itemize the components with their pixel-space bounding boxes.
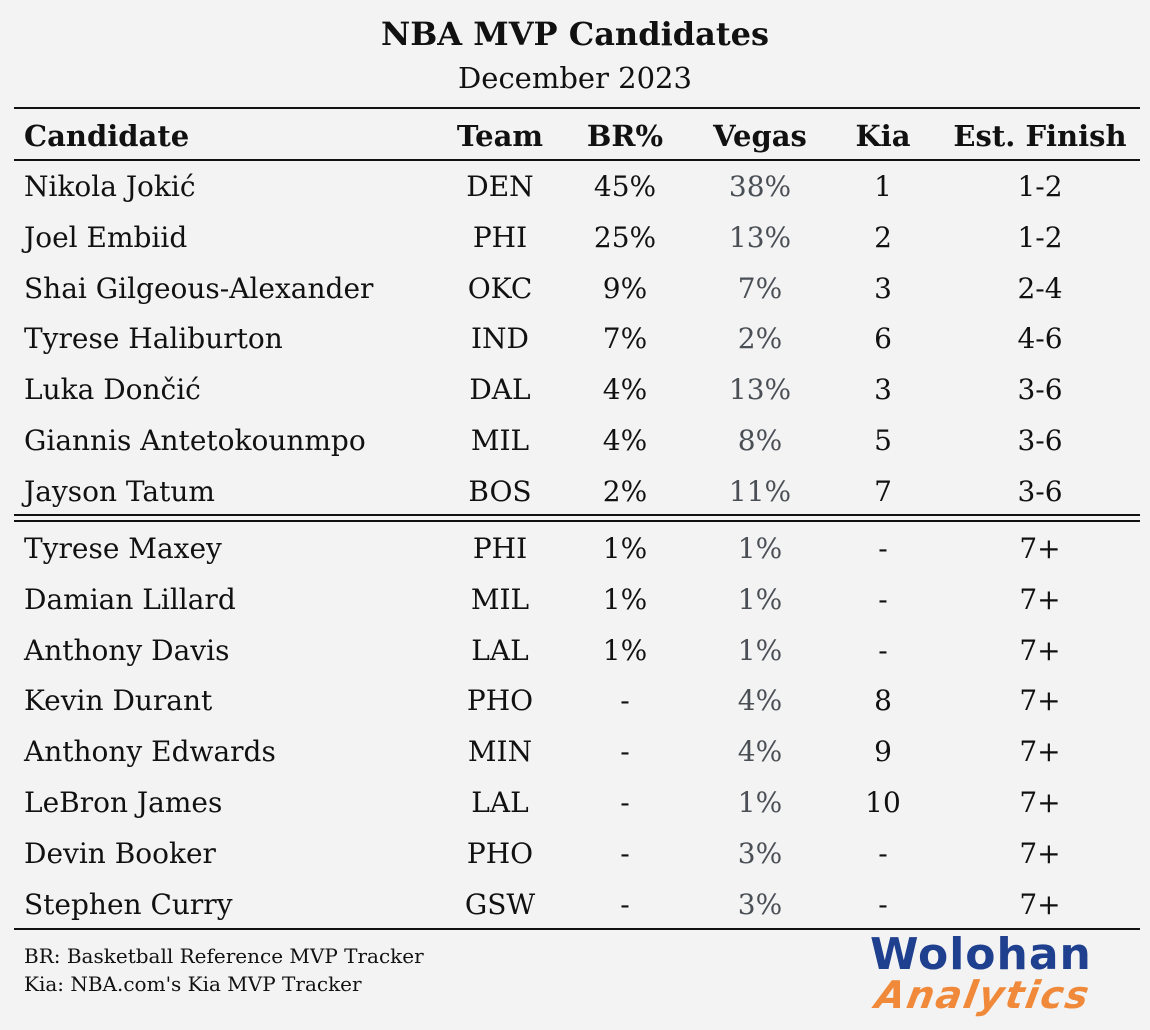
page-subtitle: December 2023 [458,61,692,95]
cell-kia: - [878,633,888,667]
table-row [0,467,1150,517]
table-row [0,314,1150,364]
cell-br-percent: 7% [602,322,648,356]
cell-br-percent: 2% [602,474,648,508]
cell-team: MIN [467,735,533,769]
cell-candidate: Jayson Tatum [24,474,215,508]
cell-candidate: Tyrese Haliburton [24,322,283,356]
table-row [0,829,1150,879]
cell-vegas: 38% [728,170,792,203]
cell-team: IND [470,322,529,356]
cell-vegas: 4% [737,684,783,718]
cell-br-percent: 25% [593,220,657,254]
cell-vegas: 7% [737,271,783,305]
cell-candidate: LeBron James [24,786,223,819]
cell-candidate: Anthony Davis [24,633,230,667]
footnote-br: BR: Basketball Reference MVP Tracker [24,944,424,968]
cell-vegas: 8% [737,424,783,457]
cell-candidate: Damian Lillard [24,582,236,616]
cell-candidate: Luka Dončić [24,373,201,407]
cell-kia: 10 [865,786,901,819]
table-row [0,213,1150,263]
cell-est-finish: 1-2 [1017,170,1063,203]
section-divider-rule-lower [14,520,1140,522]
table-header-row [0,114,1150,158]
cell-candidate: Stephen Curry [24,887,233,921]
cell-candidate: Tyrese Maxey [24,532,222,565]
cell-candidate: Giannis Antetokounmpo [24,424,366,457]
cell-team: GSW [464,887,536,921]
cell-est-finish: 7+ [1019,836,1061,870]
cell-br-percent: 4% [602,373,648,407]
cell-est-finish: 3-6 [1017,474,1063,508]
cell-vegas: 1% [737,532,783,565]
table-row [0,880,1150,930]
cell-vegas: 1% [737,633,783,667]
cell-team: LAL [471,633,529,667]
cell-kia: 2 [874,220,892,254]
cell-vegas: 11% [728,474,792,508]
table-row [0,365,1150,415]
column-header-vegas: Vegas [713,119,807,153]
cell-est-finish: 7+ [1019,887,1061,921]
cell-candidate: Anthony Edwards [24,735,276,769]
cell-kia: - [878,887,888,921]
cell-br-percent: - [620,836,630,870]
cell-team: DEN [466,170,534,203]
table-row [0,162,1150,212]
cell-team: LAL [471,786,529,819]
cell-est-finish: 4-6 [1017,322,1063,356]
cell-vegas: 2% [737,322,783,356]
cell-br-percent: 1% [602,532,648,565]
cell-candidate: Shai Gilgeous-Alexander [24,271,374,305]
cell-kia: 3 [874,271,892,305]
cell-est-finish: 7+ [1019,532,1061,565]
cell-team: PHO [466,684,534,718]
cell-team: MIL [470,582,530,616]
cell-est-finish: 1-2 [1017,220,1063,254]
cell-team: PHI [472,220,528,254]
table-row [0,676,1150,726]
cell-br-percent: 45% [593,170,657,203]
column-header-kia: Kia [855,119,911,153]
section-divider-rule-upper [14,514,1140,516]
cell-vegas: 3% [737,887,783,921]
cell-kia: 8 [874,684,892,718]
cell-est-finish: 2-4 [1017,271,1063,305]
cell-team: BOS [468,474,532,508]
cell-candidate: Devin Booker [24,836,216,870]
cell-vegas: 4% [737,735,783,769]
column-header-team: Team [456,119,544,153]
cell-br-percent: - [620,684,630,718]
table-row [0,416,1150,466]
column-header-est-finish: Est. Finish [953,119,1127,153]
cell-vegas: 1% [737,582,783,616]
cell-br-percent: 4% [602,424,648,457]
cell-kia: 5 [874,424,892,457]
column-header-candidate: Candidate [24,119,190,153]
table-row [0,727,1150,777]
table-row [0,575,1150,625]
brand-logo [866,930,1106,1026]
cell-vegas: 13% [728,220,792,254]
cell-est-finish: 7+ [1019,735,1061,769]
table-top-rule [14,107,1140,109]
logo-wordmark-bottom: Analytics [872,973,1095,1017]
cell-kia: 7 [874,474,892,508]
table-row [0,264,1150,314]
cell-br-percent: 1% [602,633,648,667]
cell-candidate: Joel Embiid [24,220,188,254]
cell-vegas: 3% [737,836,783,870]
cell-br-percent: 9% [602,271,648,305]
table-row [0,524,1150,574]
cell-vegas: 1% [737,786,783,819]
cell-team: MIL [470,424,530,457]
cell-team: DAL [469,373,531,407]
cell-est-finish: 7+ [1019,786,1061,819]
cell-br-percent: - [620,887,630,921]
table-header-rule [14,159,1140,161]
column-header-br: BR% [586,119,664,153]
cell-kia: - [878,582,888,616]
cell-kia: - [878,532,888,565]
cell-team: OKC [467,271,533,305]
cell-est-finish: 7+ [1019,633,1061,667]
cell-est-finish: 3-6 [1017,373,1063,407]
cell-kia: 1 [874,170,892,203]
cell-est-finish: 7+ [1019,684,1061,718]
cell-team: PHO [466,836,534,870]
logo-wordmark-top: Wolohan [870,929,1092,980]
cell-est-finish: 3-6 [1017,424,1063,457]
cell-vegas: 13% [728,373,792,407]
footnote-kia: Kia: NBA.com's Kia MVP Tracker [24,972,362,996]
page-title: NBA MVP Candidates [381,15,769,53]
cell-br-percent: 1% [602,582,648,616]
cell-kia: 3 [874,373,892,407]
cell-br-percent: - [620,786,630,819]
table-row [0,626,1150,676]
cell-br-percent: - [620,735,630,769]
cell-est-finish: 7+ [1019,582,1061,616]
cell-kia: - [878,836,888,870]
cell-team: PHI [472,532,528,565]
cell-kia: 9 [874,735,892,769]
table-row [0,778,1150,828]
cell-candidate: Nikola Jokić [24,170,196,203]
cell-candidate: Kevin Durant [24,684,213,718]
cell-kia: 6 [874,322,892,356]
